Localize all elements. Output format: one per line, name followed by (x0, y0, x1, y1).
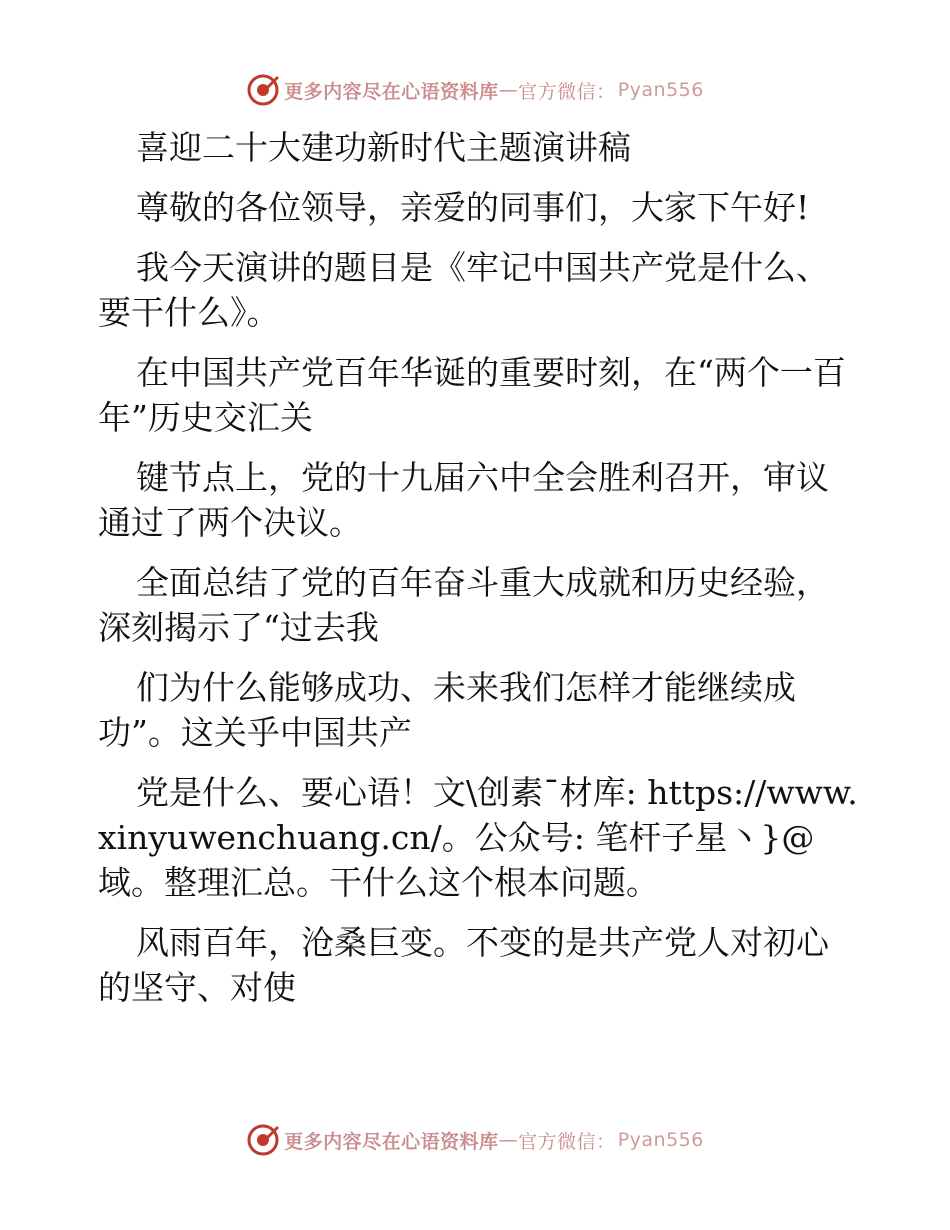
paragraph-8: 风雨百年，沧桑巨变。不变的是共产党人对初心的坚守、对使 (98, 923, 829, 1007)
header-banner-dash: — (498, 79, 519, 101)
paragraph-2: 我今天演讲的题目是《牢记中国共产党是什么、要干什么》。 (98, 248, 829, 332)
brand-logo-icon (246, 73, 280, 107)
footer-banner (0, 1120, 950, 1160)
footer-banner-wechat-label: 官方微信： (518, 1130, 616, 1153)
brand-logo-icon (246, 1123, 280, 1157)
header-banner-wechat-id: Pyan556 (617, 79, 704, 101)
footer-banner-main: 更多内容尽在心语资料库 (284, 1130, 499, 1153)
paragraph-1: 尊敬的各位领导，亲爱的同事们，大家下午好! (136, 188, 810, 227)
paragraph-6: 们为什么能够成功、未来我们怎样才能继续成功”。这关乎中国共产 (98, 668, 796, 752)
header-banner (0, 70, 950, 110)
header-banner-main: 更多内容尽在心语资料库 (284, 80, 499, 103)
footer-banner-dash: — (498, 1129, 519, 1151)
paragraph-3: 在中国共产党百年华诞的重要时刻，在“两个一百年”历史交汇关 (98, 353, 846, 437)
paragraph-7: 党是什么、要心语！文\创素¯材库: https://www.xinyuwenchuang.cn/。公众号: 笔杆子星丶}@域。整理汇总。干什么这个根本问题。 (98, 773, 858, 902)
header-banner-wechat-label: 官方微信： (518, 80, 616, 103)
paragraph-5: 全面总结了党的百年奋斗重大成就和历史经验，深刻揭示了“过去我 (98, 563, 829, 647)
footer-banner-wechat-id: Pyan556 (617, 1129, 704, 1151)
document-body (98, 125, 858, 1025)
paragraph-4: 键节点上，党的十九届六中全会胜利召开，审议通过了两个决议。 (98, 458, 829, 542)
document-title: 喜迎二十大建功新时代主题演讲稿 (136, 128, 631, 167)
